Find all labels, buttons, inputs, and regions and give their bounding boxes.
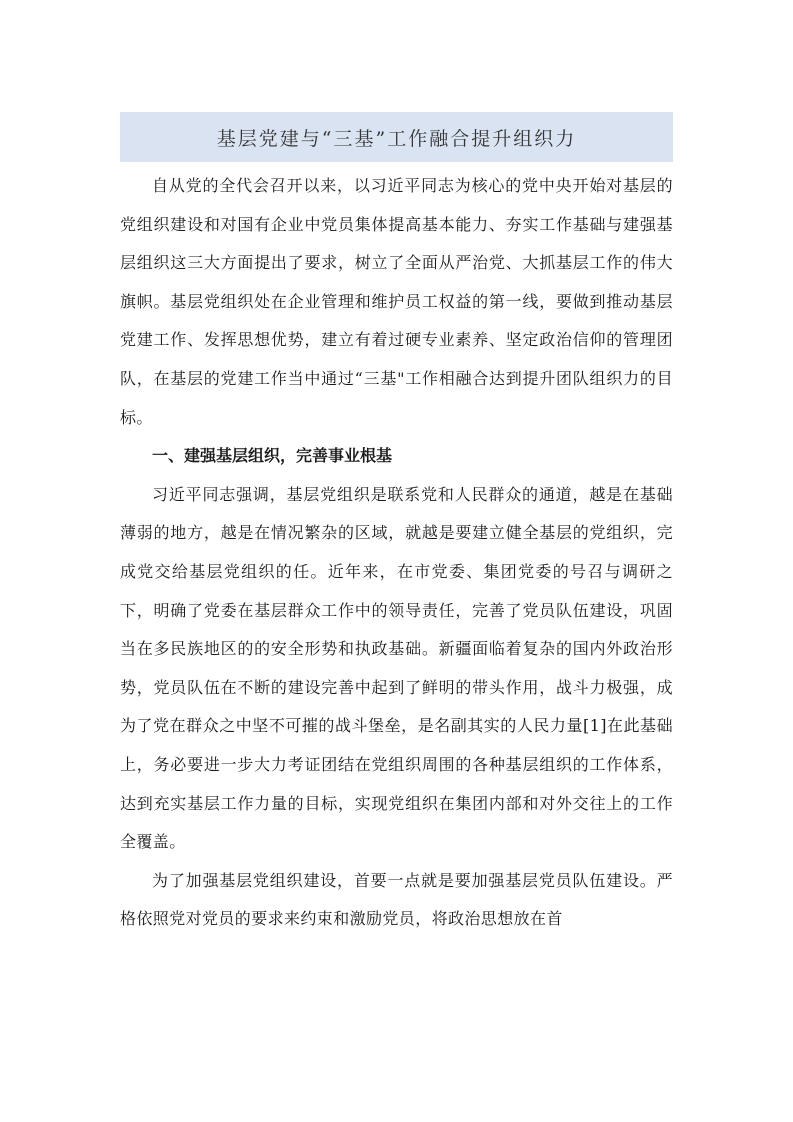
title-banner [120, 112, 673, 162]
document-title: 基层党建与“三基”工作融合提升组织力 [216, 127, 577, 150]
paragraph-section-1: 习近平同志强调，基层党组织是联系党和人民群众的通道，越是在基础薄弱的地方，越是在情况繁杂的区域，就越是要建立健全基层的党组织，完成党交给基层党组织的任。近年来，在市党委、集团党委的号召与调研之下，明确了党委在基层群众工作中的领导责任，完善了党员队伍建设，巩固当在多民族地区的的安全形势和执政基础。新疆面临着复杂的国内外政治形势，党员队伍在不断的建设完善中起到了鲜明的带头作用，战斗力极强，成为了党在群众之中坚不可摧的战斗堡垒，是名副其实的人民力量[1]在此基础上，务必要进一步大力考证团结在党组织周围的各种基层组织的工作体系，达到充实基层工作力量的目标，实现党组织在集团内部和对外交往上的工作全覆盖。 [120, 484, 673, 852]
document-body [120, 167, 673, 939]
paragraph-intro: 自从党的全代会召开以来，以习近平同志为核心的党中央开始对基层的党组织建设和对国有企业中党员集体提高基本能力、夯实工作基础与建强基层组织这三大方面提出了要求，树立了全面从严治党、大抓基层工作的伟大旗帜。基层党组织处在企业管理和维护员工权益的第一线，要做到推动基层党建工作、发挥思想优势，建立有着过硬专业素养、坚定政治信仰的管理团队，在基层的党建工作当中通过“三基"工作相融合达到提升团队组织力的目标。 [120, 176, 673, 427]
section-heading-1: 一、建强基层组织，完善事业根基 [152, 446, 393, 466]
paragraph-section-1-continued: 为了加强基层党组织建设，首要一点就是要加强基层党员队伍建设。严格依照党对党员的要求来约束和激励党员，将政治思想放在首 [120, 870, 673, 929]
